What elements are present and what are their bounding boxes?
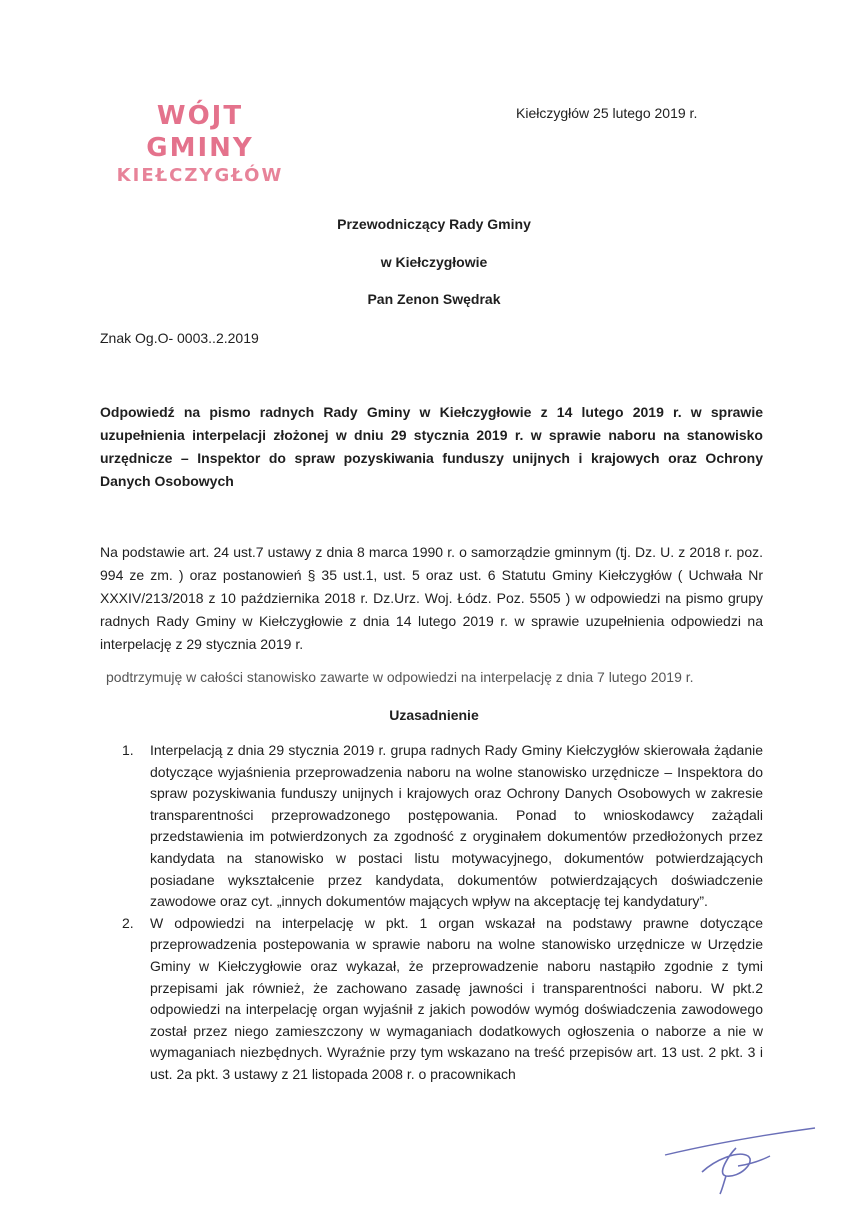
stamp-line-2: KIEŁCZYGŁÓW <box>116 165 284 186</box>
addressee-title: Przewodniczący Rady Gminy <box>337 216 531 232</box>
list-item-text: W odpowiedzi na interpelację w pkt. 1 organ wskazał na podstawy prawne dotyczące przeprowadzenia postepowania w sprawie naboru na wolne stanowisko urzędnicze w Urzędzie Gminy w Kiełczygłowie oraz wykazał, że przeprowadzenie naboru nastąpiło zgodnie z tymi przepisami jak również, że zachowano zasadę jawności i transparentności naboru. W pkt.2 odpowiedzi na interpelację organ wyjaśnił z jakich powodów wymóg doświadczenia zawodowego został przez niego zamieszczony w wymaganiach dodatkowych ogłoszenia o naborze a nie w wymaganiach niezbędnych. Wyraźnie przy tym wskazano na treść przepisów art. 13 ust. 2 pkt. 3 i ust. 2a pkt. 3 ustawy z 21 listopada 2008 r. o pracownikach <box>150 914 763 1082</box>
justification-list <box>100 740 763 1086</box>
legal-basis-paragraph: Na podstawie art. 24 ust.7 ustawy z dnia 8 marca 1990 r. o samorządzie gminnym (tj. Dz. U. z 2018 r. poz. 994 ze zm. ) oraz postanowień § 35 ust.1, ust. 5 oraz ust. 6 Statutu Gminy Kiełczygłów ( Uchwała Nr XXXIV/213/2018 z 10 października 2018 r. Dz.Urz. Woj. Łódz. Poz. 5505 ) w odpowiedzi na pismo grupy radnych Rady Gminy w Kiełczygłowie z dnia 14 lutego 2019 r. w sprawie uzupełnienia odpowiedzi na interpelację z 29 stycznia 2019 r. <box>100 544 763 652</box>
list-item-number: 1. <box>122 742 134 758</box>
reference-number: Znak Og.O- 0003..2.2019 <box>100 330 259 346</box>
addressee-location: w Kiełczygłowie <box>380 254 488 270</box>
list-item-number: 2. <box>122 914 134 931</box>
list-item-text: Interpelacją z dnia 29 stycznia 2019 r. grupa radnych Rady Gminy Kiełczygłów skierowała żądanie dotyczące wyjaśnienia przeprowadzenia naboru na wolne stanowisko urzędnicze – Inspektora do spraw pozyskiwania funduszy unijnych i krajowych oraz Ochrony Danych Osobowych w zakresie transparentności przeprowadzonego postępowania. Ponad to wnioskodawcy zażądali przedstawienia im potwierdzonych za zgodność z oryginałem dokumentów przedłożonych przez kandydata na stanowisko w postaci listu motywacyjnego, dokumentów potwierdzających posiadane wykształcenie przez kandydata, dokumentów potwierdzających doświadczenie zawodowe oraz cyt. „innych dokumentów mających wpływ na akceptację tej kandydatury”. <box>150 742 763 910</box>
list-item <box>100 740 763 913</box>
decision-statement: podtrzymuję w całości stanowisko zawarte w odpowiedzi na interpelację z dnia 7 lutego 2019 r. <box>106 669 694 685</box>
letter-subject: Odpowiedź na pismo radnych Rady Gminy w Kiełczygłowie z 14 lutego 2019 r. w sprawie uzupełnienia interpelacji złożonej w dniu 29 stycznia 2019 r. w sprawie naboru na stanowisko urzędnicze – Inspektor do spraw pozyskiwania funduszy unijnych i krajowych oraz Ochrony Danych Osobowych <box>100 404 763 489</box>
list-item <box>100 913 763 1086</box>
stamp-line-1: WÓJT GMINY <box>146 101 254 163</box>
justification-heading: Uzasadnienie <box>389 707 479 723</box>
handwritten-signature <box>640 1120 820 1200</box>
official-stamp <box>100 100 300 188</box>
addressee-name: Pan Zenon Swędrak <box>367 291 501 307</box>
letter-date: Kiełczygłów 25 lutego 2019 r. <box>516 105 698 121</box>
